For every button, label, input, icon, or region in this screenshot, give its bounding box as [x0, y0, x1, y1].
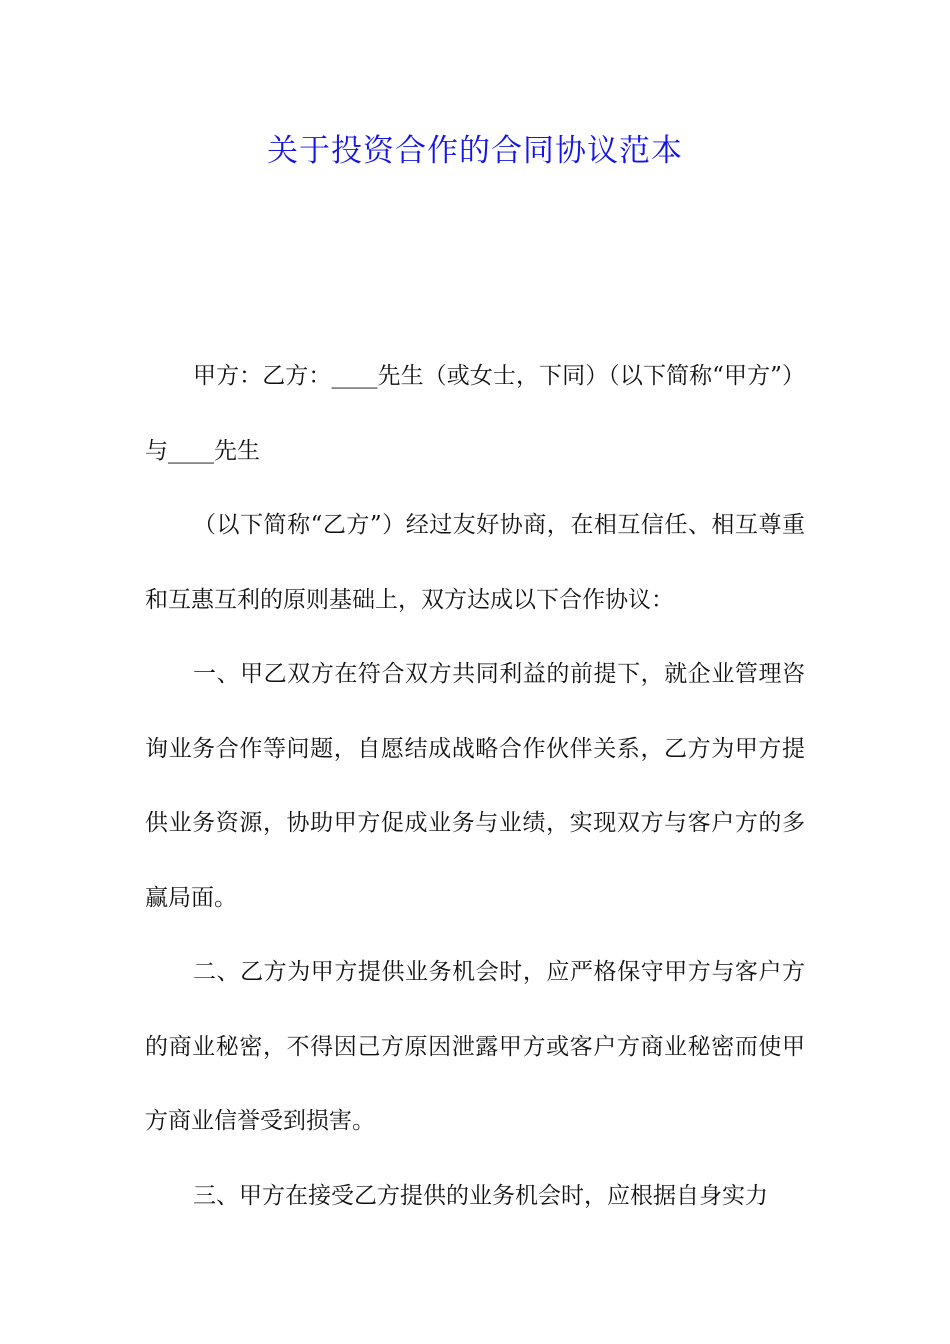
- document-body: [145, 339, 805, 1233]
- paragraph-clause-3: 三、甲方在接受乙方提供的业务机会时，应根据自身实力: [193, 1182, 768, 1209]
- paragraph-parties: 甲方：乙方：____先生（或女士，下同）（以下简称“甲方”）与____先生: [145, 363, 805, 464]
- paragraph-clause-1: 一、甲乙双方在符合双方共同利益的前提下，就企业管理咨询业务合作等问题，自愿结成战略合作伙伴关系，乙方为甲方提供业务资源，协助甲方促成业务与业绩，实现双方与客户方的多赢局面。: [145, 661, 805, 911]
- paragraph-preamble: （以下简称“乙方”）经过友好协商，在相互信任、相互尊重和互惠互利的原则基础上，双方达成以下合作协议：: [145, 512, 805, 613]
- paragraph-clause-2: 二、乙方为甲方提供业务机会时，应严格保守甲方与客户方的商业秘密，不得因己方原因泄露甲方或客户方商业秘密而使甲方商业信誉受到损害。: [145, 959, 805, 1134]
- document-title: 关于投资合作的合同协议范本: [267, 133, 683, 169]
